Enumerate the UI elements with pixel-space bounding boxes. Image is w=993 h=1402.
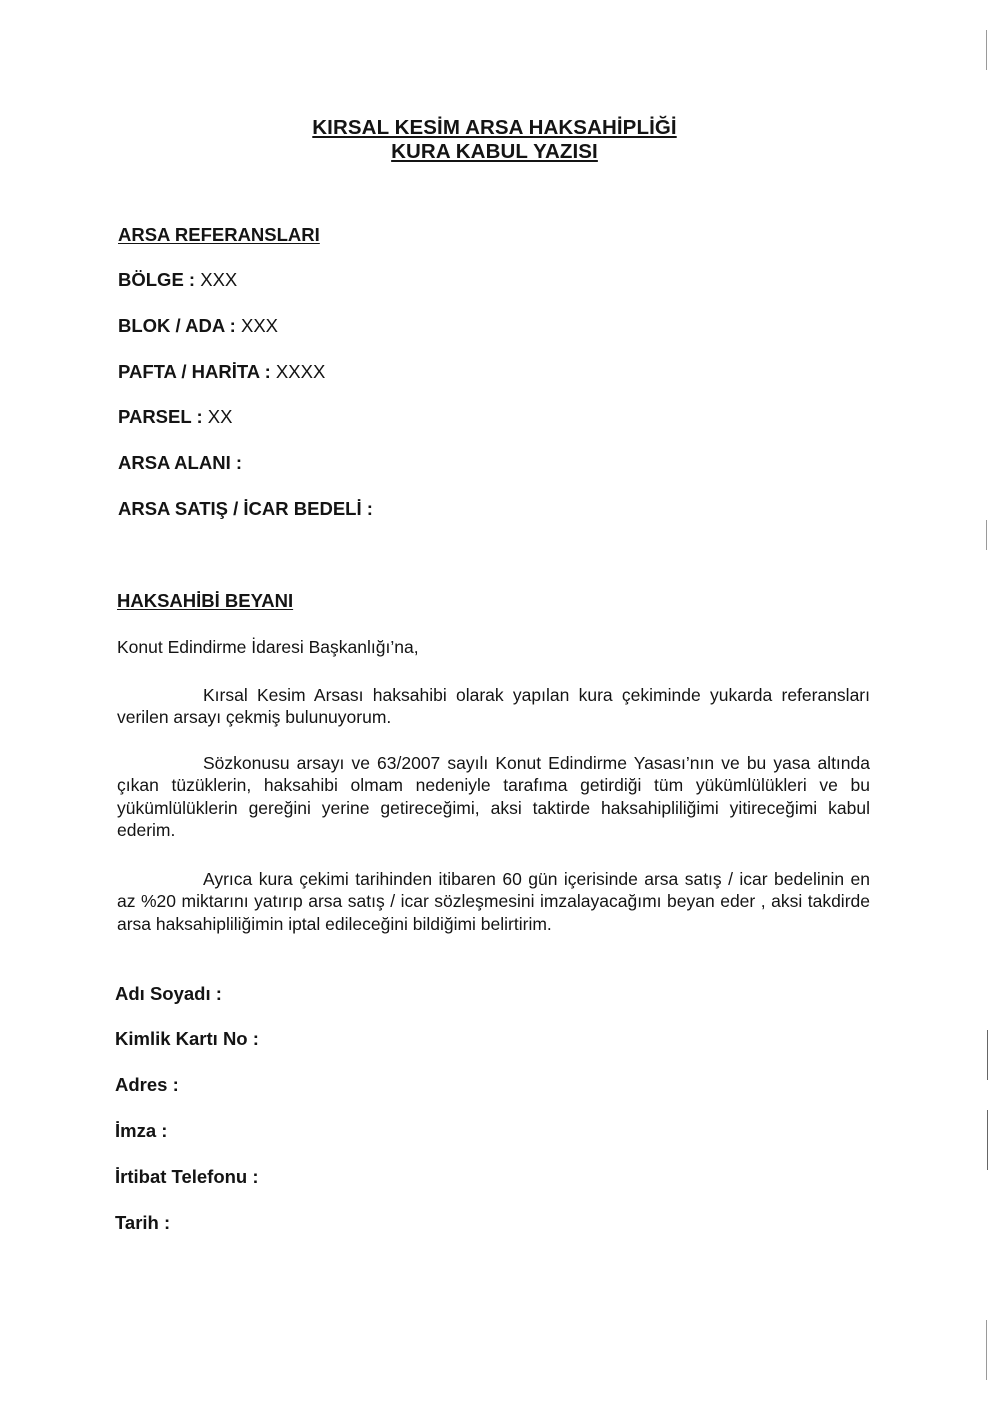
signature-field-name: Adı Soyadı : (115, 983, 222, 1004)
field-satis-icar-bedeli (118, 498, 373, 520)
declaration-paragraph-3: Ayrıca kura çekimi tarihinden itibaren 60 gün içerisinde arsa satış / icar bedelinin en az %20 miktarını yatırıp arsa satış / icar sözleşmesini imzalayacağımı beyan eder , aksi takdirde arsa haksahipliliğimin iptal edileceğini bildiğimi belirtirim. (117, 869, 870, 934)
scan-edge-mark (986, 30, 987, 70)
field-value: XXX (240, 315, 279, 336)
signature-field-phone: İrtibat Telefonu : (115, 1166, 259, 1187)
field-value: XX (207, 406, 233, 427)
field-value: XXXX (275, 361, 326, 382)
declaration-paragraph-2: Sözkonusu arsayı ve 63/2007 sayılı Konut Edindirme Yasası’nın ve bu yasa altında çıkan tüzüklerin, haksahibi olmam nedeniyle tarafıma getirdiği tüm yükümlülükleri ve bu yükümlülüklerin gereğini yerine getireceğimi, aksi taktirde haksahipliliğimi yitireceğimi kabul ederim. (117, 753, 870, 841)
field-arsa-alani (118, 452, 242, 474)
references-heading: ARSA REFERANSLARI (118, 224, 320, 245)
signature-field-date: Tarih : (115, 1212, 171, 1233)
declaration-heading: HAKSAHİBİ BEYANI (117, 590, 294, 611)
field-label: BÖLGE : (118, 269, 196, 290)
field-label: ARSA ALANI : (118, 452, 243, 473)
signature-field-address: Adres : (115, 1074, 179, 1095)
field-label: BLOK / ADA : (118, 315, 236, 336)
field-label: PARSEL : (118, 406, 203, 427)
scan-edge-mark (986, 520, 987, 550)
field-label: PAFTA / HARİTA : (118, 361, 271, 382)
declaration-paragraph-1: Kırsal Kesim Arsası haksahibi olarak yapılan kura çekiminde yukarda referansları verilen arsayı çekmiş bulunuyorum. (117, 685, 870, 728)
field-blok-ada (118, 315, 278, 337)
signature-field-id-card: Kimlik Kartı No : (115, 1028, 259, 1049)
title-line-1: KIRSAL KESİM ARSA HAKSAHİPLİĞİ (312, 116, 677, 139)
field-parsel (118, 406, 232, 428)
title-line-2: KURA KABUL YAZISI (391, 140, 598, 163)
field-value: XXX (200, 269, 238, 290)
field-pafta-harita (118, 361, 325, 383)
signature-field-signature: İmza : (115, 1120, 168, 1141)
scan-edge-mark (987, 1110, 988, 1170)
scan-edge-mark (987, 1030, 988, 1080)
scan-edge-mark (986, 1320, 987, 1380)
salutation: Konut Edindirme İdaresi Başkanlığı’na, (117, 637, 419, 657)
field-label: ARSA SATIŞ / İCAR BEDELİ : (118, 498, 373, 519)
field-bolge (118, 269, 237, 291)
document-title (0, 116, 993, 164)
